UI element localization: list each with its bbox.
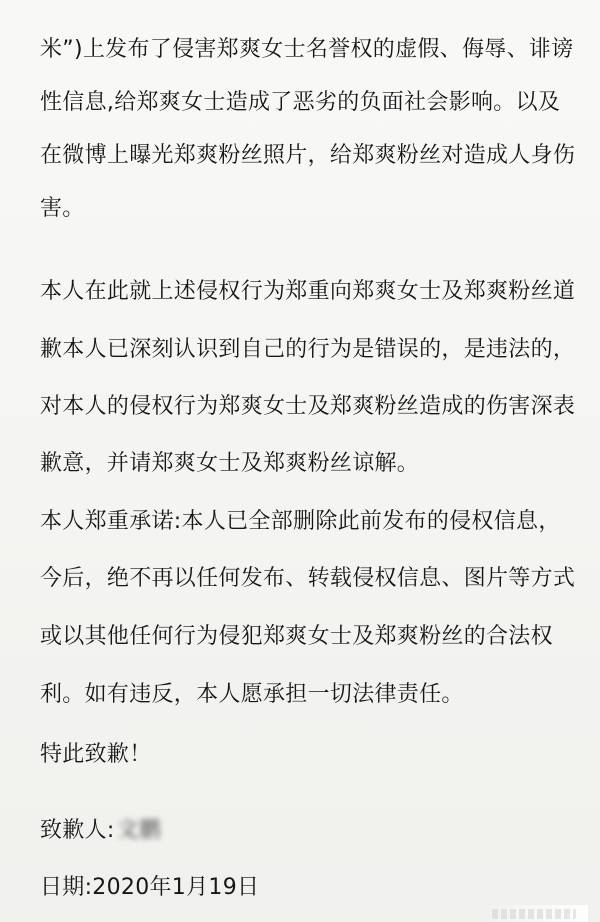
signature-name-blurred: 文鹏 xyxy=(116,818,162,843)
document-line-5: 本人在此就上述侵权行为郑重向郑爽女士及郑爽粉丝道 xyxy=(40,279,576,304)
document-line-8: 歉意，并请郑爽女士及郑爽粉丝谅解。 xyxy=(40,451,420,476)
document-line-13: 特此致歉！ xyxy=(40,742,152,767)
document-line-4: 害。 xyxy=(40,196,85,221)
signature-label: 致歉人: xyxy=(40,818,115,843)
document-line-10: 今后，绝不再以任何发布、转载侵权信息、图片等方式 xyxy=(40,566,576,591)
document-line-1: 米”)上发布了侵害郑爽女士名誉权的虚假、侮辱、诽谤 xyxy=(40,37,574,62)
document-line-2: 性信息,给郑爽女士造成了恶劣的负面社会影响。以及 xyxy=(40,90,561,115)
document-line-11: 或以其他任何行为侵犯郑爽女士及郑爽粉丝的合法权 xyxy=(40,624,553,649)
document-line-9: 本人郑重承诺:本人已全部删除此前发布的侵权信息， xyxy=(40,509,561,534)
document-line-3: 在微博上曝光郑爽粉丝照片，给郑爽粉丝对造成人身伤 xyxy=(40,143,576,168)
date-line: 日期:2020年1月19日 xyxy=(40,875,260,900)
document-line-7: 对本人的侵权行为郑爽女士及郑爽粉丝造成的伤害深表 xyxy=(40,394,576,419)
watermark-corner xyxy=(478,905,588,922)
signature-line xyxy=(40,817,260,845)
document-line-6: 歉本人已深刻认识到自己的行为是错误的，是违法的， xyxy=(40,337,576,362)
document-line-12: 利。如有违反，本人愿承担一切法律责任。 xyxy=(40,682,464,707)
document-top-partial-line xyxy=(0,0,600,2)
